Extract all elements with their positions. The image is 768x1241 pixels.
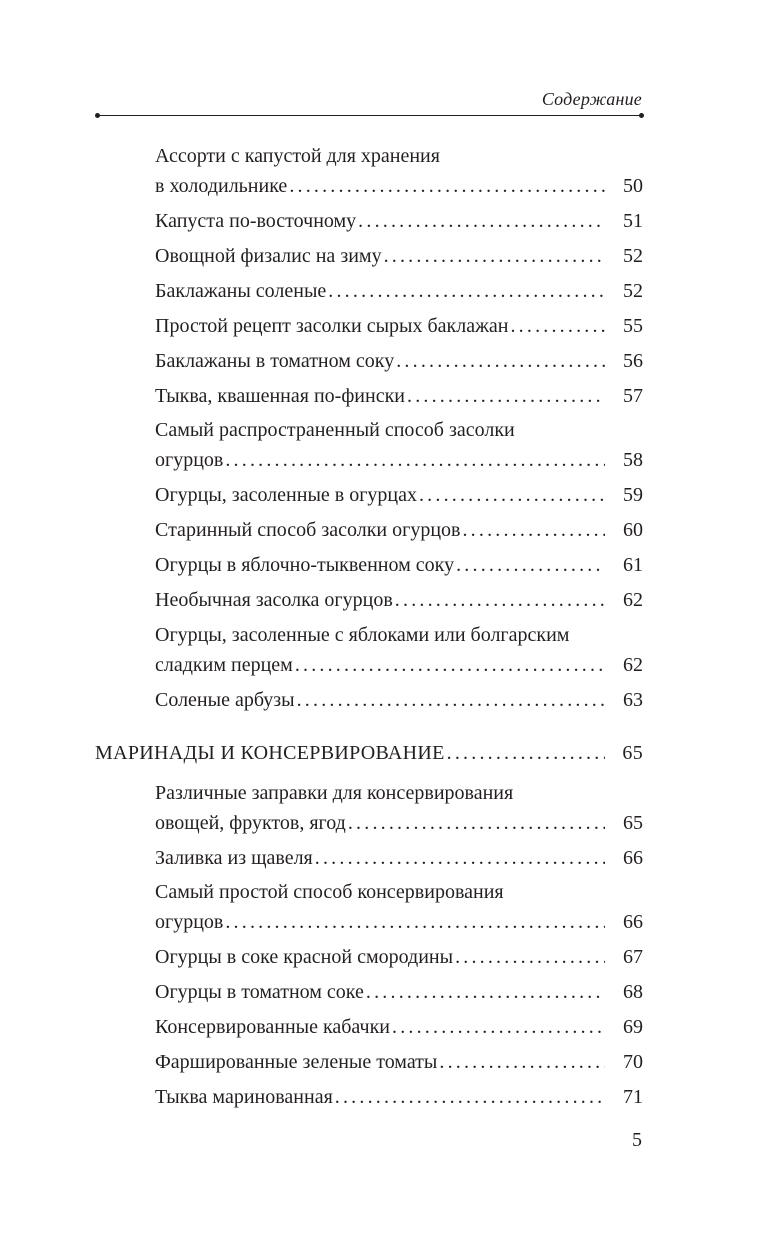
dot-leader [456,550,605,580]
header-rule [97,115,642,116]
toc-leader-line [155,808,643,838]
dot-leader [510,311,605,341]
toc-entry[interactable] [155,843,643,873]
toc-entry-title: Овощной физалис на зиму [155,245,382,267]
dot-leader [358,206,605,236]
toc-leader-line [155,445,643,475]
toc-page-number: 56 [623,350,643,372]
toc-entry-title: Заливка из щавеля [155,847,313,869]
dot-leader [462,515,605,545]
toc-leader-line [95,738,643,768]
toc-leader-line [155,977,643,1007]
toc-entry-title: Необычная засолка огурцов [155,589,393,611]
toc-entry[interactable] [155,550,643,580]
toc-entry-title: Консервированные кабачки [155,1016,390,1038]
toc-entry-title: Соленые арбузы [155,689,295,711]
dot-leader [366,977,605,1007]
toc-leader-line [155,907,643,937]
toc-page-number: 69 [623,1016,643,1038]
toc-entry-title-line: Огурцы, засоленные с яблоками или болгарским [155,624,570,646]
toc-leader-line [155,942,643,972]
toc-page-number: 70 [623,1051,643,1073]
dot-leader [335,1082,605,1112]
toc-entry-title-line: Ассорти с капустой для хранения [155,145,440,167]
dot-leader [419,480,605,510]
toc-entry[interactable] [155,620,643,680]
rule-dot-right [639,113,644,118]
dot-leader [395,585,605,615]
toc-entry[interactable] [155,977,643,1007]
toc-entry-title-line: Самый распространенный способ засолки [155,419,515,441]
toc-entry[interactable] [155,141,643,201]
toc-leader-line [155,311,643,341]
toc-leader-line [155,381,643,411]
toc-leader-line [155,515,643,545]
toc-page-number: 59 [623,484,643,506]
toc-entry-title: Тыква, квашенная по-фински [155,385,405,407]
toc-page-number: 55 [623,315,643,337]
toc-entry[interactable] [155,311,643,341]
toc-leader-line [155,1012,643,1042]
toc-page-number: 63 [623,689,643,711]
toc-entry-title: Баклажаны в томатном соку [155,350,395,372]
dot-leader [297,685,605,715]
dot-leader [295,650,605,680]
toc-entry-title: огурцов [155,449,224,471]
toc-entry[interactable] [155,877,643,937]
toc-page-number: 62 [623,589,643,611]
toc-entry-title: Фаршированные зеленые томаты [155,1051,438,1073]
toc-entry[interactable] [155,778,643,838]
toc-leader-line [155,685,643,715]
toc-entry[interactable] [155,276,643,306]
toc-leader-line [155,843,643,873]
toc-leader-line [155,171,643,201]
toc-entry[interactable] [155,1047,643,1077]
dot-leader [407,381,605,411]
toc-entry[interactable] [155,381,643,411]
toc-entry[interactable] [155,480,643,510]
dot-leader [348,808,605,838]
dot-leader [328,276,605,306]
dot-leader [384,241,605,271]
toc-leader-line [155,241,643,271]
toc-entry-title: Тыква маринованная [155,1086,333,1108]
toc-page-number: 52 [623,245,643,267]
toc-entry-title: сладким перцем [155,654,293,676]
toc-leader-line [155,480,643,510]
toc-leader-line [155,585,643,615]
toc-entry-title: Огурцы в соке красной смородины [155,946,454,968]
toc-entry[interactable] [155,346,643,376]
toc-page-number: 71 [623,1086,643,1108]
toc-entry[interactable] [155,1012,643,1042]
dot-leader [225,907,605,937]
toc-page-number: 66 [623,911,643,933]
toc-entry-title: Баклажаны соленые [155,280,327,302]
toc-page-number: 65 [622,742,643,764]
dot-leader [447,738,605,768]
toc-entry[interactable] [155,241,643,271]
toc-page-number: 57 [623,385,643,407]
rule-dot-left [95,113,100,118]
toc-entry-title: Простой рецепт засолки сырых баклажан [155,315,509,337]
toc-leader-line [155,276,643,306]
toc-page-number: 68 [623,981,643,1003]
toc-page-number: 50 [623,175,643,197]
dot-leader [315,843,605,873]
dot-leader [439,1047,605,1077]
toc-entry-title: Старинный способ засолки огурцов [155,519,461,541]
dot-leader [455,942,605,972]
toc-entry[interactable] [155,585,643,615]
toc-page-number: 60 [623,519,643,541]
toc-entry-title: овощей, фруктов, ягод [155,812,346,834]
toc-entry[interactable] [155,942,643,972]
toc-entry-title: МАРИНАДЫ И КОНСЕРВИРОВАНИЕ [95,742,445,764]
dot-leader [396,346,605,376]
toc-entry-title: Огурцы, засоленные в огурцах [155,484,417,506]
toc-leader-line [155,650,643,680]
dot-leader [225,445,605,475]
toc-page-number: 65 [623,812,643,834]
toc-leader-line [155,346,643,376]
toc-leader-line [155,1047,643,1077]
toc-page-number: 51 [623,210,643,232]
toc-entry[interactable] [155,415,643,475]
toc-entry[interactable] [155,1082,643,1112]
toc-section-heading[interactable] [95,738,643,768]
toc-leader-line [155,1082,643,1112]
running-head: Содержание [541,89,642,109]
toc-leader-line [155,550,643,580]
toc-entry-title-line: Самый простой способ консервирования [155,881,504,903]
toc-page-number: 52 [623,280,643,302]
page-number: 5 [632,1129,642,1151]
toc-entry[interactable] [155,515,643,545]
toc-entry-title-line: Различные заправки для консервирования [155,782,514,804]
toc-page-number: 67 [623,946,643,968]
toc-page-number: 66 [623,847,643,869]
dot-leader [392,1012,605,1042]
toc-entry[interactable] [155,206,643,236]
toc-entry-title: в холодильнике [155,175,288,197]
toc-entry[interactable] [155,685,643,715]
toc-entry-title: Огурцы в томатном соке [155,981,364,1003]
toc-page-number: 58 [623,449,643,471]
toc-leader-line [155,206,643,236]
toc-page-number: 61 [623,554,643,576]
toc-page-number: 62 [623,654,643,676]
toc-entry-title: огурцов [155,911,224,933]
toc-entry-title: Капуста по-восточному [155,210,357,232]
toc-entry-title: Огурцы в яблочно-тыквенном соку [155,554,455,576]
dot-leader [289,171,605,201]
